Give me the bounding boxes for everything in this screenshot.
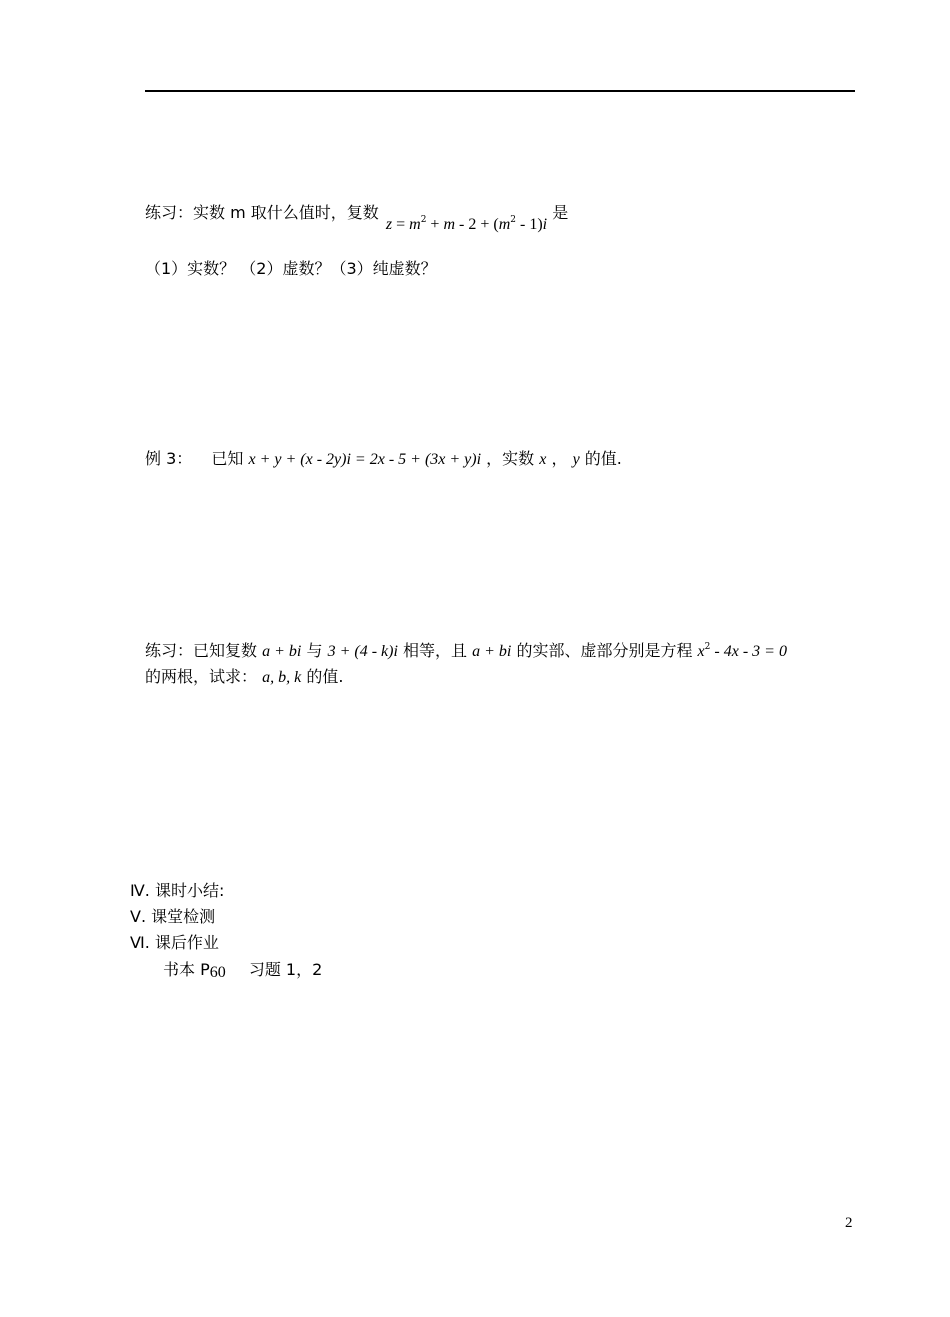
practice-2-prefix: 练习：已知复数 xyxy=(145,641,258,660)
practice-2-mid: 的实部、虚部分别是方程 xyxy=(516,641,693,660)
example-3-var-x: x xyxy=(539,451,547,468)
practice-2-equal: 相等，且 xyxy=(402,641,467,660)
section-homework: Ⅵ. 课后作业 xyxy=(130,933,219,952)
homework-page: 60 xyxy=(209,964,226,981)
practice-2-line-2 xyxy=(145,664,343,687)
practice-2-vars: a, b, k xyxy=(262,669,302,686)
practice-1-formula: $z = m^2 + m - 2 + (m^2 - 1)i$ xyxy=(385,215,548,233)
example-3-line xyxy=(145,446,622,469)
example-3-label: 例 3： xyxy=(145,449,193,468)
practice-2-line-2-prefix: 的两根，试求： xyxy=(145,667,258,686)
homework-line xyxy=(163,957,322,980)
example-3-var-y: y xyxy=(572,451,580,468)
practice-1-suffix: 是 xyxy=(552,203,569,222)
example-3-sep: ， xyxy=(551,449,568,468)
practice-1-questions: （1）实数？ （2）虚数？（3）纯虚数？ xyxy=(145,259,437,278)
practice-2-expr-2: 3 + (4 - k)i xyxy=(327,643,398,660)
section-check: Ⅴ. 课堂检测 xyxy=(130,907,216,926)
example-3-middle: ，实数 xyxy=(486,449,535,468)
practice-2-expr-1: a + bi xyxy=(262,643,302,660)
practice-2-eq-x: x xyxy=(697,643,705,660)
practice-1-line xyxy=(145,200,569,233)
practice-2-line-2-tail: 的值. xyxy=(306,667,344,686)
page-number: 2 xyxy=(845,1215,853,1231)
practice-1-prefix: 练习：实数 m 取什么值时，复数 xyxy=(145,203,379,222)
section-summary: Ⅳ. 课时小结: xyxy=(130,881,225,900)
practice-2-eq-rest: - 4x - 3 = 0 xyxy=(710,643,787,660)
example-3-equation: x + y + (x - 2y)i = 2x - 5 + (3x + y)i xyxy=(248,451,482,468)
homework-book: 书本 P xyxy=(163,960,210,979)
header-rule xyxy=(145,90,855,92)
homework-items: 习题 1，2 xyxy=(248,960,323,979)
practice-2-eq-sq: 2 xyxy=(704,642,711,652)
practice-2-expr-3: a + bi xyxy=(472,643,512,660)
practice-2-line-1 xyxy=(145,638,787,661)
example-3-tail: 的值. xyxy=(584,449,622,468)
example-3-given: 已知 xyxy=(211,449,244,468)
practice-2-and: 与 xyxy=(306,641,323,660)
